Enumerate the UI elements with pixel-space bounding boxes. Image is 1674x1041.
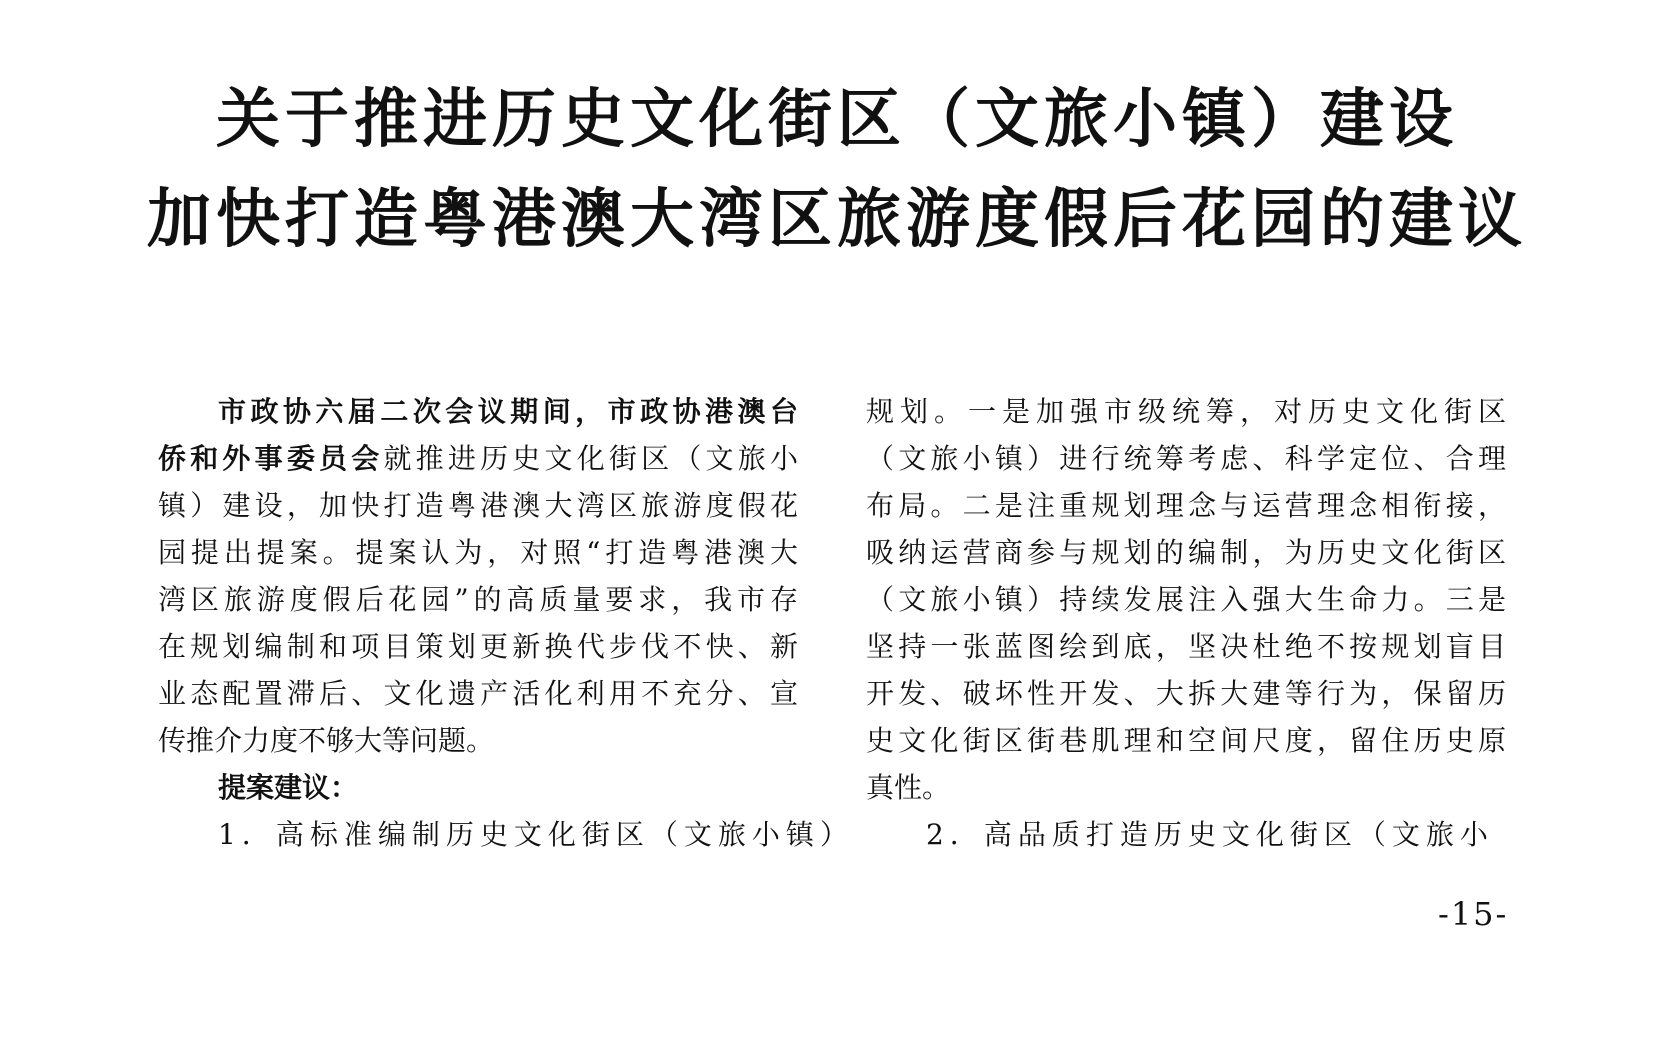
- paragraph-line: 传推介力度不够大等问题。: [158, 724, 495, 757]
- suggestion-item-2: 2．高品质打造历史文化街区（文旅小: [926, 818, 1494, 851]
- paragraph-line: 湾区旅游度假后花园”的高质量要求，我市存: [158, 583, 798, 616]
- paragraph-line: 在规划编制和项目策划更新换代步伐不快、新: [158, 630, 798, 663]
- paragraph-line: 坚持一张蓝图绘到底，坚决杜绝不按规划盲目: [866, 630, 1506, 663]
- paragraph-line: [158, 435, 798, 482]
- suggestion-item-1: 1．高标准编制历史文化街区（文旅小镇）: [218, 818, 854, 851]
- paragraph-line: 史文化街区街巷肌理和空间尺度，留住历史原: [866, 724, 1506, 757]
- article-title: [0, 70, 1674, 270]
- paragraph-line: 市政协六届二次会议期间，市政协港澳台: [218, 395, 798, 428]
- paragraph-line: 园提出提案。提案认为，对照“打造粤港澳大: [158, 536, 798, 569]
- paragraph-line: 真性。: [866, 771, 951, 804]
- paragraph-line: 业态配置滞后、文化遗产活化利用不充分、宣: [158, 677, 798, 710]
- left-column: [158, 388, 854, 858]
- title-line-1: 关于推进历史文化街区（文旅小镇）建设: [216, 83, 1458, 157]
- page-number: -15-: [1438, 895, 1509, 933]
- paragraph-line: 规划。一是加强市级统筹，对历史文化街区: [866, 395, 1506, 428]
- title-line-2: 加快打造粤港澳大湾区旅游度假后花园的建议: [147, 183, 1527, 257]
- paragraph-line: 镇）建设，加快打造粤港澳大湾区旅游度假花: [158, 489, 798, 522]
- paragraph-line: （文旅小镇）进行统筹考虑、科学定位、合理: [866, 442, 1506, 475]
- paragraph-line: 吸纳运营商参与规划的编制，为历史文化街区: [866, 536, 1506, 569]
- suggestions-heading: 提案建议：: [218, 771, 359, 804]
- paragraph-line: （文旅小镇）持续发展注入强大生命力。三是: [866, 583, 1506, 616]
- right-column: [866, 388, 1506, 858]
- paragraph-line: 布局。二是注重规划理念与运营理念相衔接，: [866, 489, 1506, 522]
- paragraph-text: 就推进历史文化街区（文旅小: [383, 442, 798, 475]
- committee-name: 侨和外事委员会: [158, 442, 384, 475]
- paragraph-line: 开发、破坏性开发、大拆大建等行为，保留历: [866, 677, 1506, 710]
